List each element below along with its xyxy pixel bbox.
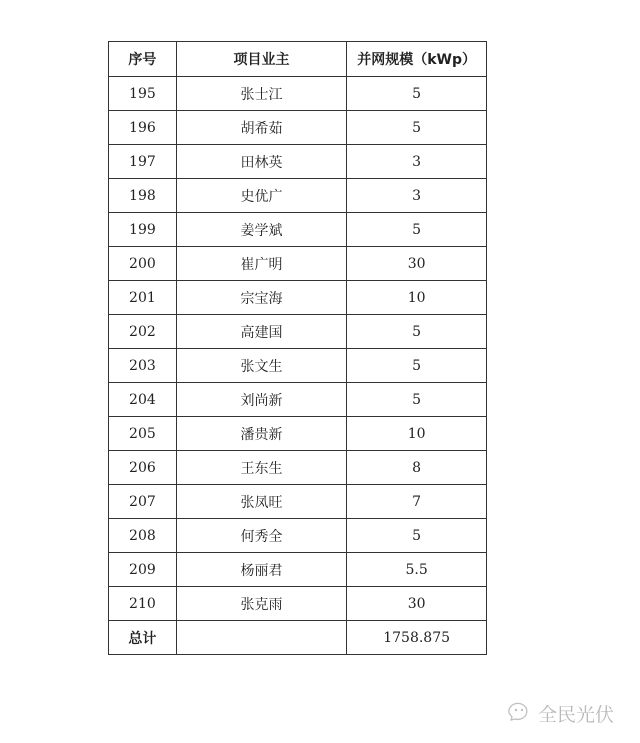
serial-cell: 207 — [109, 485, 177, 519]
watermark — [506, 700, 614, 727]
capacity-cell: 5 — [347, 383, 487, 417]
total-value: 1758.875 — [347, 621, 487, 655]
table-header-row — [109, 42, 487, 77]
table-row — [109, 383, 487, 417]
table-row — [109, 247, 487, 281]
total-label: 总计 — [109, 621, 177, 655]
capacity-cell: 5 — [347, 519, 487, 553]
capacity-cell: 5 — [347, 77, 487, 111]
owner-cell: 何秀全 — [176, 519, 346, 553]
serial-cell: 204 — [109, 383, 177, 417]
header-capacity: 并网规模（kWp） — [347, 42, 487, 77]
owner-cell: 张士江 — [176, 77, 346, 111]
serial-cell: 209 — [109, 553, 177, 587]
table-row — [109, 145, 487, 179]
total-row — [109, 621, 487, 655]
table-row — [109, 281, 487, 315]
owner-cell: 杨丽君 — [176, 553, 346, 587]
table-row — [109, 349, 487, 383]
capacity-cell: 5 — [347, 111, 487, 145]
owner-cell: 王东生 — [176, 451, 346, 485]
capacity-cell: 8 — [347, 451, 487, 485]
table-row — [109, 315, 487, 349]
serial-cell: 210 — [109, 587, 177, 621]
watermark-text: 全民光伏 — [538, 704, 615, 726]
table-row — [109, 587, 487, 621]
owner-cell: 刘尚新 — [176, 383, 346, 417]
capacity-cell: 3 — [347, 145, 487, 179]
owner-cell: 史优广 — [176, 179, 346, 213]
serial-cell: 203 — [109, 349, 177, 383]
table-row — [109, 111, 487, 145]
capacity-cell: 5.5 — [347, 553, 487, 587]
serial-cell: 195 — [109, 77, 177, 111]
serial-cell: 196 — [109, 111, 177, 145]
owner-cell: 张克雨 — [176, 587, 346, 621]
table-row — [109, 519, 487, 553]
capacity-cell: 10 — [347, 417, 487, 451]
header-owner: 项目业主 — [176, 42, 346, 77]
owner-cell: 崔广明 — [176, 247, 346, 281]
capacity-cell: 5 — [347, 213, 487, 247]
header-serial: 序号 — [109, 42, 177, 77]
grid-connection-table — [108, 41, 487, 655]
table-row — [109, 451, 487, 485]
wechat-icon — [506, 701, 532, 726]
serial-cell: 198 — [109, 179, 177, 213]
owner-cell: 姜学斌 — [176, 213, 346, 247]
owner-cell: 胡希茹 — [176, 111, 346, 145]
serial-cell: 206 — [109, 451, 177, 485]
total-owner — [176, 621, 346, 655]
capacity-cell: 10 — [347, 281, 487, 315]
serial-cell: 201 — [109, 281, 177, 315]
serial-cell: 200 — [109, 247, 177, 281]
capacity-cell: 3 — [347, 179, 487, 213]
owner-cell: 张凤旺 — [176, 485, 346, 519]
table-row — [109, 417, 487, 451]
serial-cell: 197 — [109, 145, 177, 179]
owner-cell: 潘贵新 — [176, 417, 346, 451]
capacity-cell: 5 — [347, 349, 487, 383]
capacity-cell: 30 — [347, 247, 487, 281]
table-row — [109, 485, 487, 519]
serial-cell: 202 — [109, 315, 177, 349]
capacity-cell: 30 — [347, 587, 487, 621]
table-row — [109, 553, 487, 587]
capacity-cell: 5 — [347, 315, 487, 349]
owner-cell: 田林英 — [176, 145, 346, 179]
serial-cell: 208 — [109, 519, 177, 553]
owner-cell: 高建国 — [176, 315, 346, 349]
table-row — [109, 179, 487, 213]
table-row — [109, 77, 487, 111]
owner-cell: 张文生 — [176, 349, 346, 383]
serial-cell: 205 — [109, 417, 177, 451]
table-row — [109, 213, 487, 247]
serial-cell: 199 — [109, 213, 177, 247]
capacity-cell: 7 — [347, 485, 487, 519]
owner-cell: 宗宝海 — [176, 281, 346, 315]
